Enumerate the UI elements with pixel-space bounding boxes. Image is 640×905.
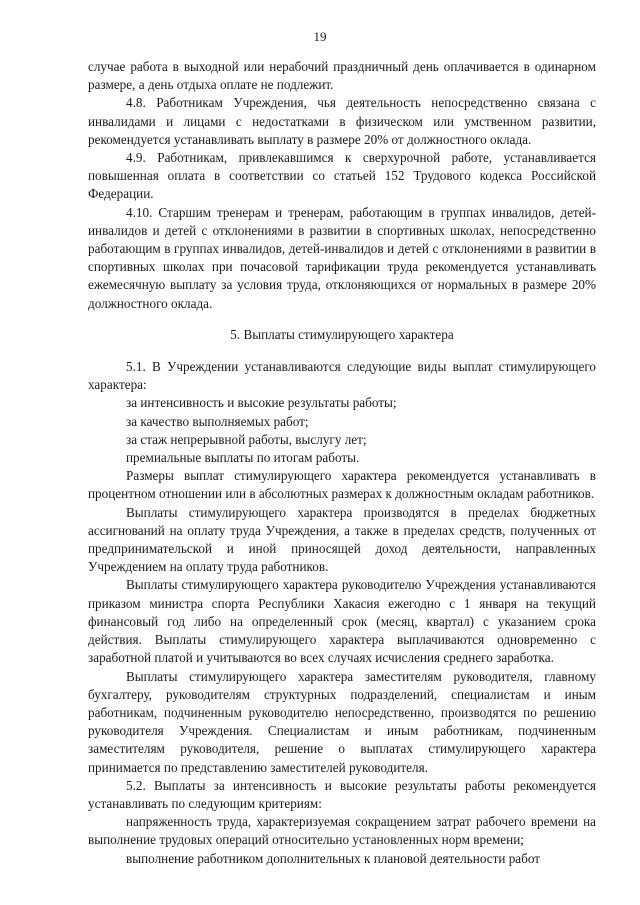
page-number: 19 (313, 29, 327, 44)
paragraph-5-2: 5.2. Выплаты за интенсивность и высокие результаты работы рекомендуется устанавливать по следующим критериям: (88, 777, 596, 811)
list-item: премиальные выплаты по итогам работы. (126, 450, 360, 466)
section-heading: 5. Выплаты стимулирующего характера (230, 326, 454, 342)
paragraph-4-10: 4.10. Старшим тренерам и тренерам, работающим в группах инвалидов, детей-инвалидов и детей с отклонениями в развитии в спортивных школах, непосредственно работающим в группах инвалидов, детей-инвалидов и детей с отклонениями в развитии в спортивных школах при почасовой тарификации труда рекомендуется устанавливать ежемесячную выплату за условия труда, отклоняющихся от нормальных в размере 20% должностного оклада. (88, 204, 596, 311)
list-item: за стаж непрерывной работы, выслугу лет; (126, 431, 367, 447)
list-item: за качество выполняемых работ; (126, 413, 309, 429)
paragraph-4-9: 4.9. Работникам, привлекавшимся к сверхурочной работе, устанавливается повышенная оплата в соответствии со статьей 152 Трудового кодекса Российской Федерации. (88, 150, 596, 202)
criterion-paragraph: выполнение работником дополнительных к плановой деятельности работ (126, 850, 541, 866)
paragraph-4-8: 4.8. Работникам Учреждения, чья деятельность непосредственно связана с инвалидами и лицами с недостатками в физическом или умственном развитии, рекомендуется устанавливать выплату в размере 20% от должностного оклада. (88, 95, 596, 147)
criterion-paragraph: напряженность труда, характеризуемая сокращением затрат рабочего времени на выполнение трудовых операций относительно установленных норм времени; (88, 814, 596, 848)
paragraph: Выплаты стимулирующего характера заместителям руководителя, главному бухгалтеру, руководителям структурных подразделений, специалистам и иным работникам, подчиненным руководителю непосредственно, производятся по решению руководителя Учреждения. Специалистам и иным работникам, подчиненным заместителям руководителя, решение о выплатах стимулирующего характера принимается по представлению заместителей руководителя. (88, 668, 596, 775)
paragraph: Размеры выплат стимулирующего характера рекомендуется устанавливать в процентном отношении или в абсолютных размерах к должностным окладам работников. (88, 468, 596, 502)
paragraph: Выплаты стимулирующего характера руководителю Учреждения устанавливаются приказом министра спорта Республики Хакасия ежегодно с 1 января на текущий финансовый год либо на определенный срок (месяц, квартал) с указанием срока действия. Выплаты стимулирующего характера выплачиваются одновременно с заработной платой и учитываются во всех случаях исчисления среднего заработка. (88, 577, 596, 666)
list-item: за интенсивность и высокие результаты работы; (126, 395, 397, 411)
paragraph: Выплаты стимулирующего характера производятся в пределах бюджетных ассигнований на оплату труда Учреждения, а также в пределах средств, полученных от предпринимательской и иной приносящей доход деятельности, направленных Учреждением на оплату труда работников. (88, 504, 596, 575)
document-body (88, 58, 596, 868)
paragraph-continuation: случае работа в выходной или нерабочий праздничный день оплачивается в одинарном размере, а день отдыха оплате не подлежит. (88, 59, 596, 93)
paragraph-5-1: 5.1. В Учреждении устанавливаются следующие виды выплат стимулирующего характера: (88, 359, 596, 393)
